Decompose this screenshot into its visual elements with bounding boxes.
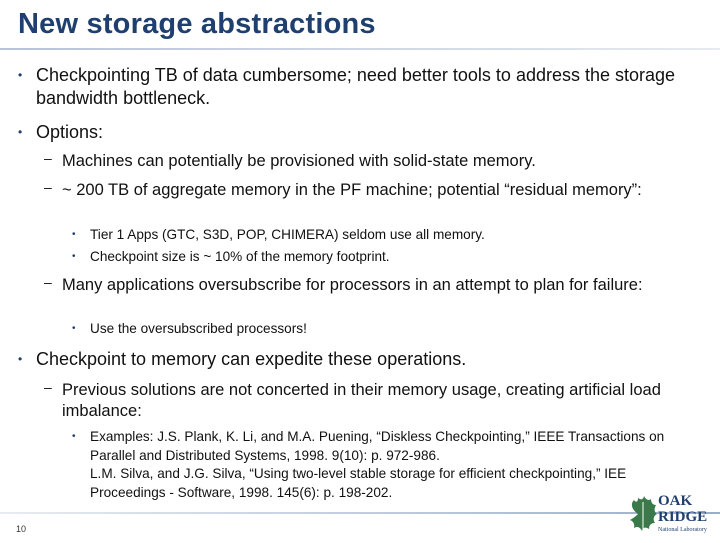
bullet-marker: •	[72, 251, 76, 262]
bullet-marker: •	[72, 323, 76, 334]
bullet-marker: •	[18, 352, 23, 366]
dash-marker: –	[44, 379, 52, 395]
bullet-marker: •	[72, 431, 76, 442]
bullet-level1: Options:	[36, 122, 104, 142]
logo-line2: RIDGE	[658, 509, 708, 525]
bullet-level3: Tier 1 Apps (GTC, S3D, POP, CHIMERA) seldom use all memory.	[90, 227, 485, 242]
bullet-marker: •	[72, 229, 76, 240]
bullet-level2: ~ 200 TB of aggregate memory in the PF machine; potential “residual memory”:	[62, 181, 642, 199]
logo-line3: National Laboratory	[658, 527, 707, 533]
dash-marker: –	[44, 179, 52, 195]
dash-marker: –	[44, 150, 52, 166]
dash-marker: –	[44, 274, 52, 290]
bullet-marker: •	[18, 68, 23, 82]
bullet-level3: Examples: J.S. Plank, K. Li, and M.A. Puening, “Diskless Checkpointing,” IEEE Transactions on Parallel and Distributed Systems, 1998. 9(10): p. 972-986. L.M. Silva, and J.G. Silva, “Using two-level stable storage for efficient checkpointing,” IEE Proceedings - Software, 1998. 145(6): p. 198-202.	[90, 429, 665, 500]
bullet-level3: Checkpoint size is ~ 10% of the memory footprint.	[90, 249, 390, 264]
bullet-level2: Previous solutions are not concerted in their memory usage, creating artificial load imbalance:	[62, 381, 661, 420]
bullet-level1: Checkpointing TB of data cumbersome; need better tools to address the storage bandwidth bottleneck.	[36, 65, 676, 108]
bullet-level2: Machines can potentially be provisioned with solid-state memory.	[62, 152, 536, 170]
slide-title: New storage abstractions	[18, 8, 376, 40]
logo-line1: OAK	[658, 493, 693, 509]
bullet-marker: •	[18, 125, 23, 139]
footer-bar	[0, 512, 720, 514]
page-number: 10	[16, 524, 27, 534]
oak-ridge-logo	[624, 490, 714, 538]
bullet-level3: Use the oversubscribed processors!	[90, 321, 307, 336]
bullet-level1: Checkpoint to memory can expedite these operations.	[36, 349, 467, 369]
bullet-level2: Many applications oversubscribe for processors in an attempt to plan for failure:	[62, 276, 643, 294]
